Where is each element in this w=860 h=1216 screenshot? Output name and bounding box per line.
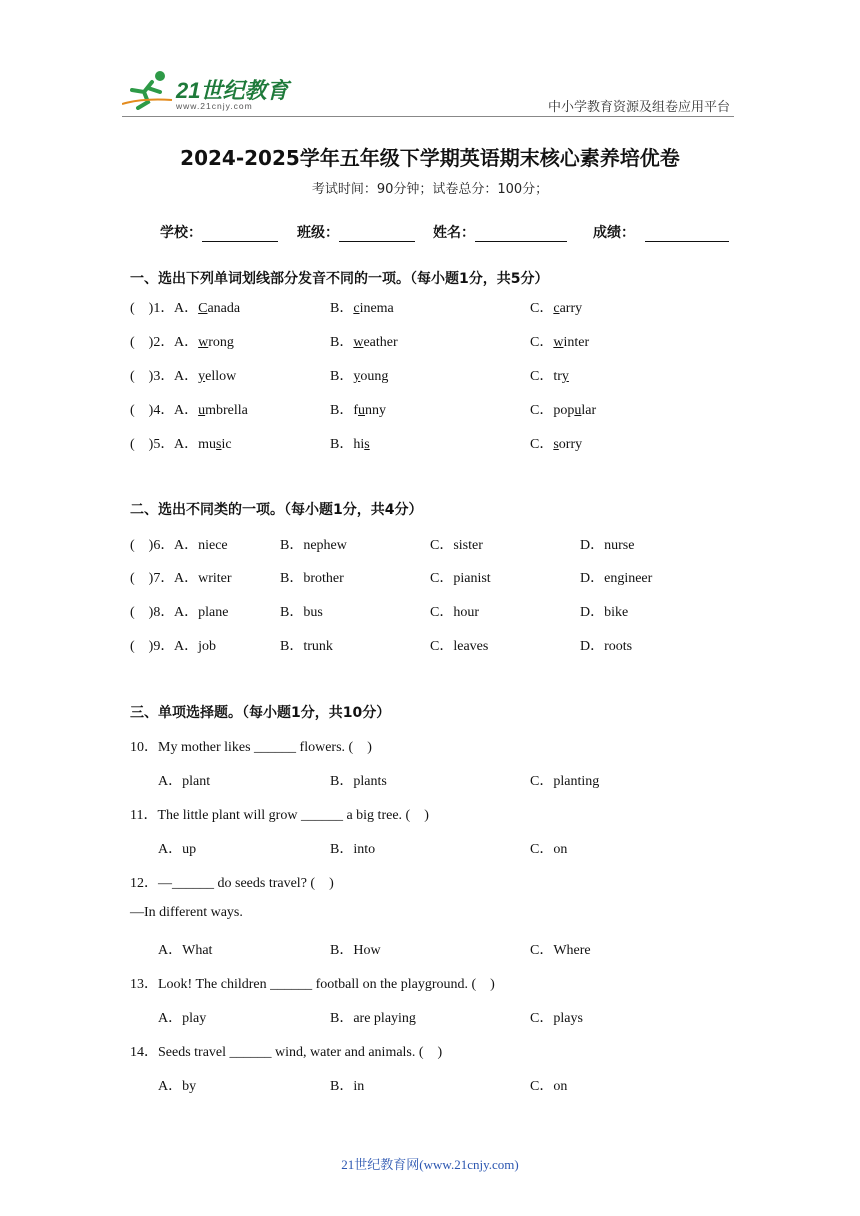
question-row (130, 297, 750, 319)
option-c[interactable] (530, 331, 589, 351)
option-c[interactable]: C．planting (530, 774, 600, 789)
name-field[interactable] (433, 222, 567, 242)
underlined-letters: c (553, 301, 560, 316)
option-b[interactable]: B．plants (330, 774, 387, 789)
option-letter: C． (530, 335, 554, 350)
underlined-letters: s (216, 437, 222, 452)
class-label: 班级： (297, 225, 339, 241)
underlined-letters: y (561, 369, 569, 384)
option-a[interactable]: A．by (158, 1079, 197, 1094)
option-c[interactable]: C．pianist (430, 571, 491, 586)
word-part: pop (553, 403, 575, 418)
section1-heading: 一、选出下列单词划线部分发音不同的一项。（每小题1分，共5分） (130, 271, 549, 287)
name-label: 姓名： (433, 225, 475, 241)
header-divider (122, 116, 734, 117)
answer-text: —In different ways. (130, 905, 243, 920)
question-number: ( )4． (130, 403, 175, 418)
question-stem (130, 973, 750, 995)
word-part: arry (559, 301, 583, 316)
option-letter: C． (530, 369, 554, 384)
underlined-letters: u (574, 403, 582, 418)
question-number: ( )1． (130, 301, 175, 316)
option-d[interactable]: D．roots (580, 639, 633, 654)
underlined-letters: u (198, 403, 206, 418)
question-row (130, 601, 750, 623)
word-part: f (353, 403, 359, 418)
option-letter: B． (330, 437, 354, 452)
option-a[interactable] (174, 399, 248, 419)
option-c[interactable]: C．hour (430, 605, 479, 620)
option-a[interactable]: A．play (158, 1011, 207, 1026)
option-a[interactable]: A．writer (174, 571, 232, 586)
score-field[interactable] (593, 222, 729, 242)
word-part: tr (553, 369, 562, 384)
question-number: ( )8． (130, 605, 175, 620)
option-letter: C． (530, 403, 554, 418)
option-c[interactable]: C．sister (430, 538, 483, 553)
question-number: ( )9． (130, 639, 175, 654)
question-number: ( )6． (130, 538, 175, 553)
logo-text: 21世纪教育 (176, 78, 289, 103)
word-part: lar (581, 403, 597, 418)
question-number: ( )2． (130, 335, 175, 350)
runner-logo-icon (122, 70, 174, 110)
word-part: ic (221, 437, 232, 452)
question-stem (130, 736, 750, 758)
option-b[interactable] (330, 433, 370, 453)
option-c[interactable] (530, 297, 582, 317)
word-part: anada (207, 301, 241, 316)
option-c[interactable]: C．plays (530, 1011, 583, 1026)
option-letter: B． (330, 335, 354, 350)
word-part: eather (363, 335, 398, 350)
question-row (130, 365, 750, 387)
question-row (130, 534, 750, 556)
score-label: 成绩： (593, 225, 635, 241)
logo-url: www.21cnjy.com (176, 101, 253, 111)
word-part: orry (558, 437, 583, 452)
question-number: ( )7． (130, 571, 175, 586)
option-a[interactable]: A．up (158, 842, 197, 857)
underlined-letters: c (353, 301, 360, 316)
option-c[interactable]: C．leaves (430, 639, 489, 654)
option-c[interactable] (530, 433, 582, 453)
option-a[interactable] (174, 365, 236, 385)
page-title: 2024-2025学年五年级下学期英语期末核心素养培优卷 (180, 146, 680, 170)
stem-text: 11．The little plant will grow ______ a big tree. ( ) (130, 808, 429, 823)
options-row (130, 838, 750, 860)
section3-heading: 三、单项选择题。（每小题1分，共10分） (130, 705, 391, 721)
option-b[interactable] (330, 399, 386, 419)
question-row (130, 635, 750, 657)
question-stem (130, 1041, 750, 1063)
footer-source: 21世纪教育网(www.21cnjy.com) (341, 1157, 519, 1172)
school-field[interactable] (160, 222, 278, 242)
question-row (130, 567, 750, 589)
word-part: nny (365, 403, 387, 418)
site-logo (122, 68, 292, 116)
question-stem (130, 872, 750, 894)
stem-text: 13．Look! The children ______ football on the playground. ( ) (130, 977, 495, 992)
question-row (130, 433, 750, 455)
options-row (130, 939, 750, 961)
word-part: ellow (205, 369, 237, 384)
option-b[interactable] (330, 331, 398, 351)
option-b[interactable]: B．into (330, 842, 376, 857)
word-part: rong (208, 335, 234, 350)
option-c[interactable] (530, 365, 569, 385)
option-d[interactable]: D．nurse (580, 538, 635, 553)
question-row (130, 331, 750, 353)
option-c[interactable]: C．on (530, 842, 568, 857)
underlined-letters: w (353, 335, 364, 350)
option-letter: B． (330, 369, 354, 384)
option-a[interactable]: A．plane (174, 605, 229, 620)
option-letter: A． (174, 301, 199, 316)
underlined-letters: y (353, 369, 361, 384)
word-part: hi (353, 437, 365, 452)
question-row (130, 399, 750, 421)
option-a[interactable]: A．job (174, 639, 216, 654)
word-part: oung (360, 369, 389, 384)
option-b[interactable]: B．nephew (280, 538, 347, 553)
option-a[interactable] (174, 433, 232, 453)
underlined-letters: s (553, 437, 559, 452)
option-b[interactable]: B．How (330, 943, 381, 958)
stem-text: 10．My mother likes ______ flowers. ( ) (130, 740, 372, 755)
option-c[interactable]: C．on (530, 1079, 568, 1094)
exam-info: 考试时间：90分钟；试卷总分：100分； (311, 182, 549, 197)
underlined-letters: u (358, 403, 366, 418)
question-stem (130, 804, 750, 826)
underlined-letters: w (553, 335, 564, 350)
stem-text: 12．—______ do seeds travel? ( ) (130, 876, 334, 891)
option-a[interactable]: A．plant (158, 774, 211, 789)
word-part: mu (198, 437, 217, 452)
option-b[interactable]: B．are playing (330, 1011, 416, 1026)
option-b[interactable]: B．in (330, 1079, 365, 1094)
option-b[interactable]: B．bus (280, 605, 323, 620)
option-letter: B． (330, 403, 354, 418)
option-letter: C． (530, 301, 554, 316)
option-letter: B． (330, 301, 354, 316)
option-letter: A． (174, 403, 199, 418)
underlined-letters: y (198, 369, 206, 384)
dialogue-answer (130, 905, 750, 927)
option-d[interactable]: D．engineer (580, 571, 653, 586)
word-part: inema (359, 301, 394, 316)
underlined-letters: C (198, 301, 208, 316)
option-a[interactable]: A．What (158, 943, 213, 958)
option-b[interactable] (330, 365, 388, 385)
option-b[interactable] (330, 297, 394, 317)
option-a[interactable] (174, 331, 234, 351)
option-a[interactable]: A．niece (174, 538, 228, 553)
question-number: ( )3． (130, 369, 175, 384)
school-label: 学校： (160, 225, 202, 241)
stem-text: 14．Seeds travel ______ wind, water and animals. ( ) (130, 1045, 443, 1060)
option-a[interactable] (174, 297, 240, 317)
word-part: inter (563, 335, 590, 350)
options-row (130, 770, 750, 792)
option-letter: A． (174, 437, 199, 452)
option-b[interactable]: B．brother (280, 571, 344, 586)
option-c[interactable] (530, 399, 596, 419)
option-b[interactable]: B．trunk (280, 639, 333, 654)
options-row (130, 1007, 750, 1029)
option-d[interactable]: D．bike (580, 605, 629, 620)
option-letter: A． (174, 369, 199, 384)
options-row (130, 1075, 750, 1097)
word-part: mbrella (205, 403, 248, 418)
platform-name: 中小学教育资源及组卷应用平台 (547, 100, 730, 115)
option-letter: A． (174, 335, 199, 350)
underlined-letters: s (364, 437, 370, 452)
class-field[interactable] (297, 222, 415, 242)
question-number: ( )5． (130, 437, 175, 452)
section2-heading: 二、选出不同类的一项。（每小题1分，共4分） (130, 502, 423, 518)
option-c[interactable]: C．Where (530, 943, 591, 958)
underlined-letters: w (198, 335, 209, 350)
option-letter: C． (530, 437, 554, 452)
